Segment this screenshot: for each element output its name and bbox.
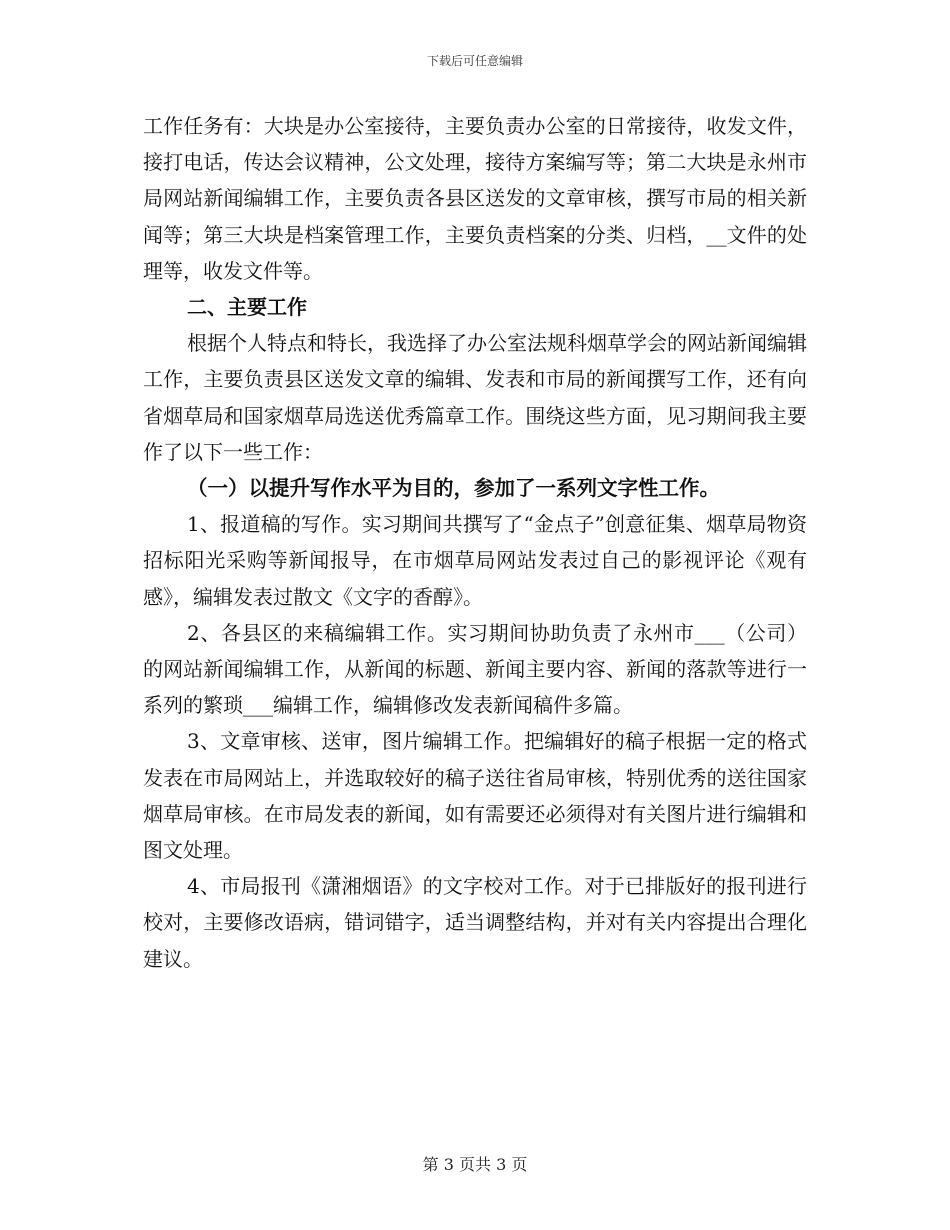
document-body xyxy=(143,108,807,977)
paragraph-item-2: 2、各县区的来稿编辑工作。实习期间协助负责了永州市___（公司）的网站新闻编辑工作，从新闻的标题、新闻主要内容、新闻的落款等进行一系列的繁琐___编辑工作，编辑修改发表新闻稿件多篇。 xyxy=(143,620,807,718)
section-heading-main-work: 二、主要工作 xyxy=(187,295,307,320)
paragraph-intro: 根据个人特点和特长，我选择了办公室法规科烟草学会的网站新闻编辑工作，主要负责县区送发文章的编辑、发表和市局的新闻撰写工作，还有向省烟草局和国家烟草局选送优秀篇章工作。围绕这些方面，见习期间我主要作了以下一些工作： xyxy=(143,331,807,464)
page-footer: 第 3 页共 3 页 xyxy=(422,1155,528,1174)
paragraph-item-3: 3、文章审核、送审，图片编辑工作。把编辑好的稿子根据一定的格式发表在市局网站上，并选取较好的稿子送往省局审核，特别优秀的送往国家烟草局审核。在市局发表的新闻，如有需要还必须得对有关图片进行编辑和图文处理。 xyxy=(143,729,807,863)
paragraph-item-1: 1、报道稿的写作。实习期间共撰写了“金点子”创意征集、烟草局物资招标阳光采购等新闻报导，在市烟草局网站发表过自己的影视评论《观有感》，编辑发表过散文《文字的香醇》。 xyxy=(143,512,807,609)
page-header: 下载后可任意编辑 xyxy=(426,54,523,68)
paragraph-tasks: 工作任务有：大块是办公室接待，主要负责办公室的日常接待，收发文件，接打电话，传达会议精神，公文处理，接待方案编写等；第二大块是永州市局网站新闻编辑工作，主要负责各县区送发的文章审核，撰写市局的相关新闻等；第三大块是档案管理工作，主要负责档案的分类、归档，__文件的处理等，收发文件等。 xyxy=(143,114,807,283)
subsection-heading-writing: （一）以提升写作水平为目的，参加了一系列文字性工作。 xyxy=(187,476,720,501)
paragraph-item-4: 4、市局报刊《潇湘烟语》的文字校对工作。对于已排版好的报刊进行校对，主要修改语病，错词错字，适当调整结构，并对有关内容提出合理化建议。 xyxy=(143,874,807,971)
